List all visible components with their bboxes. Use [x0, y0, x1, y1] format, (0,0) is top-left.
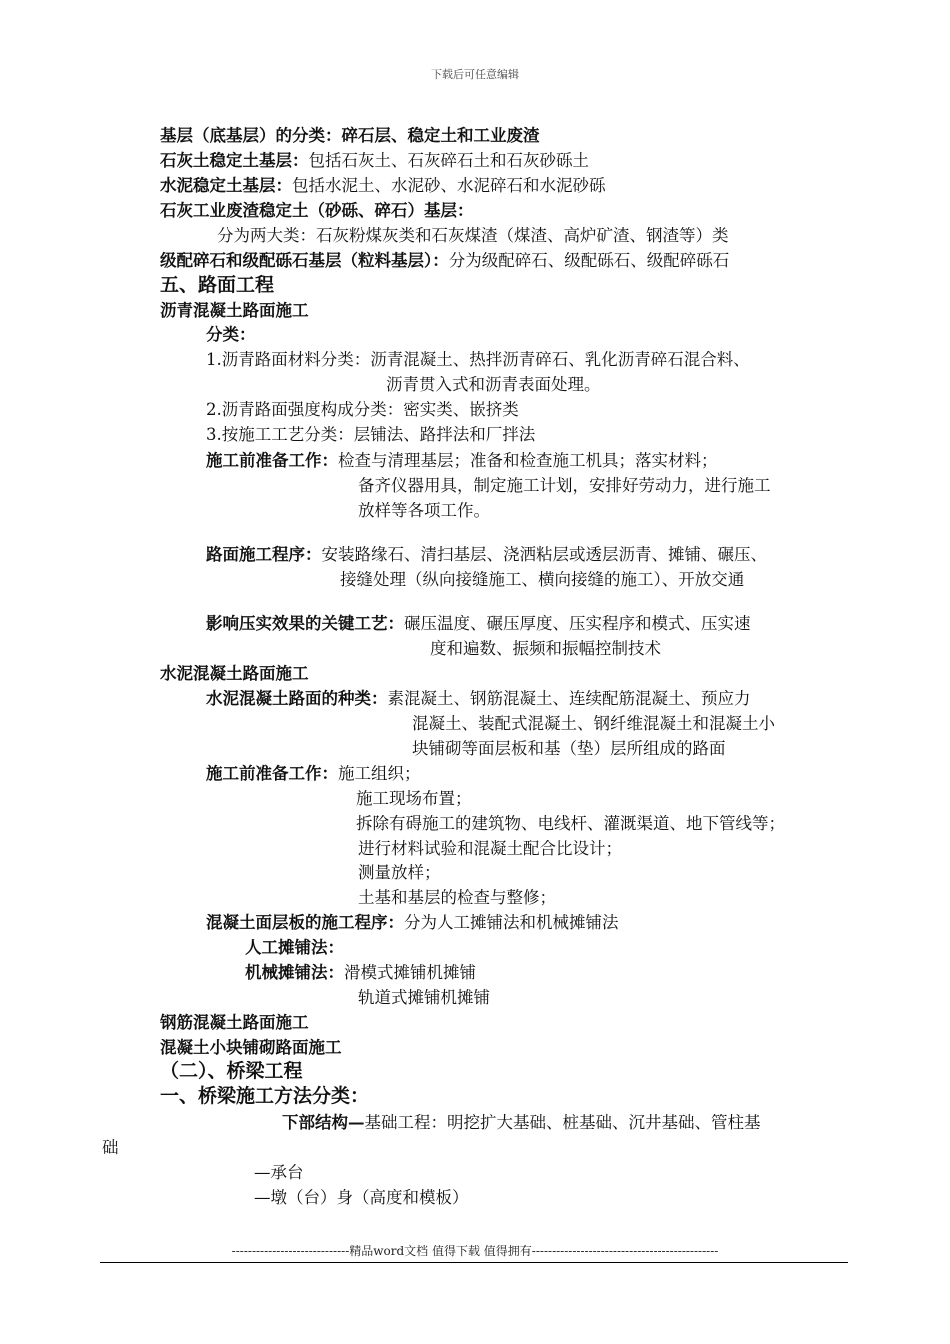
classification-label: 分类：: [206, 325, 256, 344]
graded-base-line: [160, 250, 729, 272]
cement-pavement-types-text: 素混凝土、钢筋混凝土、连续配筋混凝土、预应力: [387, 689, 751, 708]
cement-pavement-types-line: [206, 688, 751, 710]
lime-soil-base-line: [160, 150, 589, 172]
pier-body-item: —墩（台）身（高度和模板）: [254, 1188, 469, 1207]
lime-waste-base-text: 分为两大类：石灰粉煤灰类和石灰煤渣（煤渣、高炉矿渣、钢渣等）类: [217, 226, 729, 245]
section-pavement-heading: 五、路面工程: [160, 274, 275, 296]
machine-paving-label: 机械摊铺法：: [245, 963, 344, 982]
lime-soil-base-label: 石灰土稳定土基层：: [160, 151, 309, 170]
cement-prep-item-2: 施工现场布置；: [356, 789, 472, 808]
page-header: 下载后可任意编辑: [431, 68, 519, 81]
substructure-line: [282, 1112, 761, 1134]
cement-prep-line: [206, 763, 421, 785]
lime-soil-base-text: 包括石灰土、石灰碎石土和石灰砂砾土: [308, 151, 589, 170]
cement-soil-base-label: 水泥稳定土基层：: [160, 176, 292, 195]
slab-procedure-text: 分为人工摊铺法和机械摊铺法: [404, 913, 619, 932]
pavement-procedure-cont: 接缝处理（纵向接缝施工、横向接缝的施工）、开放交通: [340, 570, 745, 589]
asphalt-prep-cont-1: 备齐仪器用具，制定施工计划，安排好劳动力，进行施工: [358, 476, 771, 495]
machine-paving-line: [245, 962, 476, 984]
cement-pavement-heading: 水泥混凝土路面施工: [160, 664, 309, 683]
asphalt-prep-line: [206, 450, 718, 472]
cement-prep-item-4: 进行材料试验和混凝土配合比设计；: [358, 839, 622, 858]
manual-paving-label: 人工摊铺法：: [245, 938, 344, 957]
substructure-cont: 础: [102, 1138, 119, 1157]
asphalt-prep-label: 施工前准备工作：: [206, 451, 338, 470]
footer-rule: [100, 1262, 848, 1263]
slab-procedure-line: [206, 912, 619, 934]
cement-pavement-types-cont-2: 块铺砌等面层板和基（垫）层所组成的路面: [412, 739, 726, 758]
cement-soil-base-line: [160, 175, 606, 197]
cement-prep-text: 施工组织；: [338, 764, 421, 783]
construction-process-class-line: 3.按施工工艺分类：层铺法、路拌法和厂拌法: [206, 425, 536, 444]
bridge-engineering-heading: （二）、桥梁工程: [160, 1060, 303, 1082]
asphalt-prep-cont-2: 放样等各项工作。: [358, 501, 490, 520]
asphalt-prep-text: 检查与清理基层；准备和检查施工机具；落实材料；: [338, 451, 718, 470]
asphalt-material-class-cont: 沥青贯入式和沥青表面处理。: [386, 375, 601, 394]
lime-waste-base-heading: 石灰工业废渣稳定土（砂砾、碎石）基层：: [160, 201, 474, 220]
machine-paving-cont: 轨道式摊铺机摊铺: [358, 988, 490, 1007]
cement-prep-item-5: 测量放样；: [358, 863, 441, 882]
asphalt-strength-class-line: 2.沥青路面强度构成分类：密实类、嵌挤类: [206, 400, 519, 419]
pile-cap-item: —承台: [254, 1163, 304, 1182]
pavement-procedure-text: 安装路缘石、清扫基层、浇洒粘层或透层沥青、摊铺、碾压、: [321, 545, 767, 564]
machine-paving-text: 滑模式摊铺机摊铺: [344, 963, 476, 982]
cement-prep-item-3: 拆除有碍施工的建筑物、电线杆、灌溉渠道、地下管线等；: [356, 814, 785, 833]
graded-base-text: 分为级配碎石、级配砾石、级配碎砾石: [448, 251, 730, 270]
slab-procedure-label: 混凝土面层板的施工程序：: [206, 913, 404, 932]
cement-pavement-types-cont-1: 混凝土、装配式混凝土、钢纤维混凝土和混凝土小: [412, 714, 775, 733]
substructure-text: 基础工程：明挖扩大基础、桩基础、沉井基础、管柱基: [364, 1113, 761, 1132]
compaction-key-text: 碾压温度、碾压厚度、压实程序和模式、压实速: [404, 614, 751, 633]
pavement-procedure-label: 路面施工程序：: [206, 545, 322, 564]
cement-soil-base-text: 包括水泥土、水泥砂、水泥碎石和水泥砂砾: [292, 176, 606, 195]
compaction-key-line: [206, 613, 751, 635]
bridge-methods-heading: 一、桥梁施工方法分类：: [160, 1085, 370, 1107]
compaction-key-label: 影响压实效果的关键工艺：: [206, 614, 404, 633]
page-footer: -----------------------------精品word文档 值得下载 值得拥有----------------------------------------------: [231, 1244, 719, 1258]
asphalt-material-class-line: 1.沥青路面材料分类：沥青混凝土、热拌沥青碎石、乳化沥青碎石混合料、: [206, 350, 750, 369]
asphalt-pavement-heading: 沥青混凝土路面施工: [160, 301, 309, 320]
compaction-key-cont: 度和遍数、振频和振幅控制技术: [430, 639, 661, 658]
pavement-procedure-line: [206, 544, 767, 566]
block-pavement-heading: 混凝土小块铺砌路面施工: [160, 1038, 342, 1057]
rc-pavement-heading: 钢筋混凝土路面施工: [160, 1013, 309, 1032]
cement-prep-item-6: 土基和基层的检查与整修；: [358, 888, 556, 907]
base-classification-heading: 基层（底基层）的分类：碎石层、稳定土和工业废渣: [160, 126, 540, 145]
cement-prep-label: 施工前准备工作：: [206, 764, 338, 783]
substructure-label: 下部结构—: [282, 1113, 365, 1132]
graded-base-label: 级配碎石和级配砾石基层（粒料基层）：: [160, 251, 449, 270]
cement-pavement-types-label: 水泥混凝土路面的种类：: [206, 689, 388, 708]
